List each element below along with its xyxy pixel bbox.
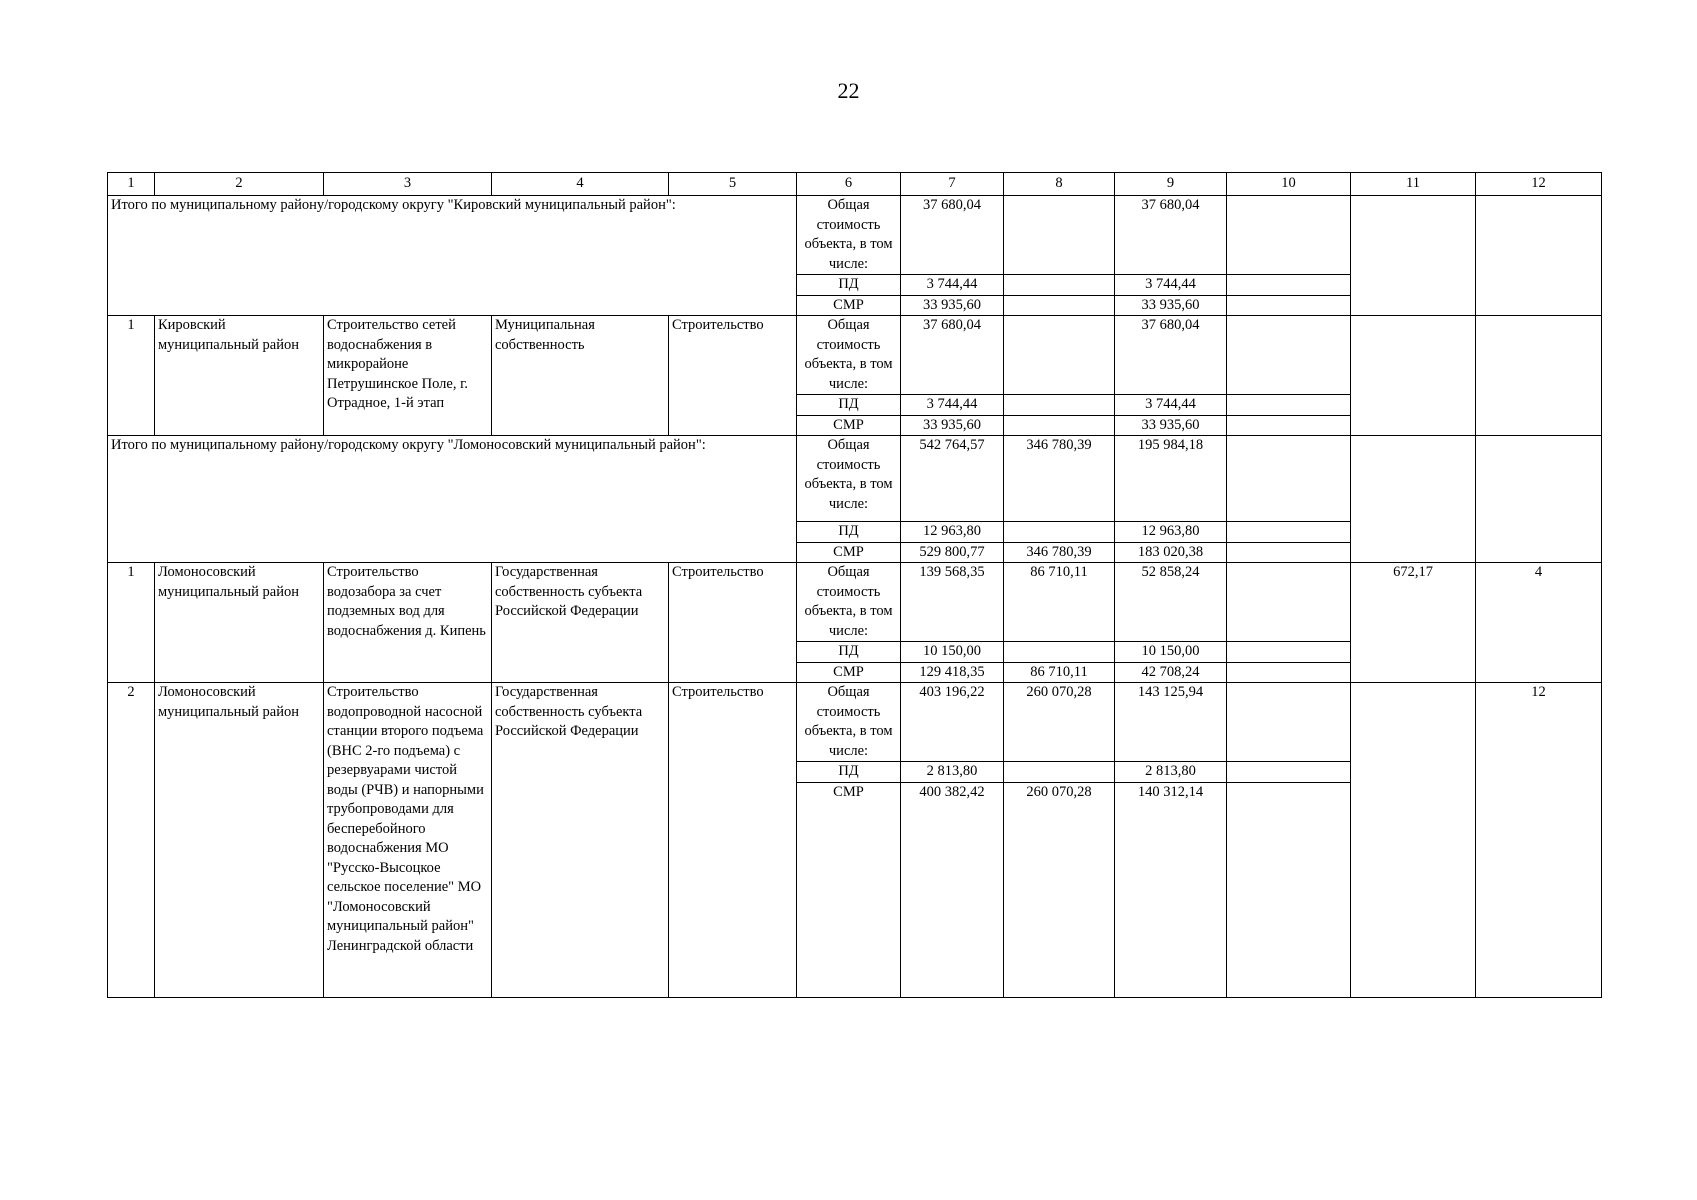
- value-col9: 37 680,04: [1115, 196, 1227, 275]
- column-header: 8: [1004, 173, 1115, 196]
- pd-label: ПД: [797, 642, 901, 663]
- item-district: Ломоносовский муниципальный район: [155, 563, 324, 683]
- value-col9: 143 125,94: [1115, 683, 1227, 762]
- cost-label: Общая стоимость объекта, в том числе:: [797, 563, 901, 642]
- value-col8: [1004, 196, 1115, 275]
- value-col10: [1227, 316, 1351, 395]
- value-col8: 346 780,39: [1004, 436, 1115, 522]
- value-col12: 12: [1476, 683, 1602, 998]
- group-total-row: [108, 196, 1602, 275]
- pd-label: ПД: [797, 395, 901, 416]
- value-col9: 33 935,60: [1115, 295, 1227, 316]
- value-col11: 672,17: [1351, 563, 1476, 683]
- value-col7: 139 568,35: [901, 563, 1004, 642]
- column-numbers-row: [108, 173, 1602, 196]
- value-col10: [1227, 662, 1351, 683]
- item-type: Строительство: [669, 316, 797, 436]
- value-col7: 10 150,00: [901, 642, 1004, 663]
- column-header: 1: [108, 173, 155, 196]
- pd-label: ПД: [797, 762, 901, 783]
- value-col10: [1227, 395, 1351, 416]
- value-col11: [1351, 316, 1476, 436]
- value-col9: 12 963,80: [1115, 522, 1227, 543]
- value-col10: [1227, 415, 1351, 436]
- value-col10: [1227, 436, 1351, 522]
- value-col12: [1476, 196, 1602, 316]
- value-col10: [1227, 782, 1351, 997]
- column-header: 3: [324, 173, 492, 196]
- value-col11: [1351, 683, 1476, 998]
- smr-label: СМР: [797, 542, 901, 563]
- group-title: Итого по муниципальному району/городскому округу "Ломоносовский муниципальный район":: [108, 436, 797, 563]
- item-district: Ломоносовский муниципальный район: [155, 683, 324, 998]
- column-header: 9: [1115, 173, 1227, 196]
- smr-label: СМР: [797, 415, 901, 436]
- item-total-row: [108, 316, 1602, 395]
- column-header: 6: [797, 173, 901, 196]
- value-col7: 33 935,60: [901, 415, 1004, 436]
- cost-label: Общая стоимость объекта, в том числе:: [797, 316, 901, 395]
- column-header: 4: [492, 173, 669, 196]
- group-total-row: [108, 436, 1602, 522]
- pd-label: ПД: [797, 275, 901, 296]
- item-ownership: Муниципальная собственность: [492, 316, 669, 436]
- value-col9: 183 020,38: [1115, 542, 1227, 563]
- value-col11: [1351, 196, 1476, 316]
- group-title: Итого по муниципальному району/городскому округу "Кировский муниципальный район":: [108, 196, 797, 316]
- column-header: 5: [669, 173, 797, 196]
- value-col9: 3 744,44: [1115, 275, 1227, 296]
- value-col9: 52 858,24: [1115, 563, 1227, 642]
- value-col8: [1004, 316, 1115, 395]
- value-col7: 33 935,60: [901, 295, 1004, 316]
- value-col10: [1227, 522, 1351, 543]
- item-total-row: [108, 683, 1602, 762]
- value-col10: [1227, 563, 1351, 642]
- value-col8: 86 710,11: [1004, 662, 1115, 683]
- value-col7: 529 800,77: [901, 542, 1004, 563]
- smr-label: СМР: [797, 782, 901, 997]
- value-col7: 3 744,44: [901, 275, 1004, 296]
- value-col9: 37 680,04: [1115, 316, 1227, 395]
- value-col10: [1227, 683, 1351, 762]
- value-col8: 346 780,39: [1004, 542, 1115, 563]
- item-total-row: [108, 563, 1602, 642]
- cost-label: Общая стоимость объекта, в том числе:: [797, 196, 901, 275]
- item-district: Кировский муниципальный район: [155, 316, 324, 436]
- investment-table: [107, 172, 1602, 998]
- value-col9: 140 312,14: [1115, 782, 1227, 997]
- value-col9: 10 150,00: [1115, 642, 1227, 663]
- value-col8: 260 070,28: [1004, 782, 1115, 997]
- page-number: 22: [837, 78, 860, 103]
- value-col8: 260 070,28: [1004, 683, 1115, 762]
- pd-label: ПД: [797, 522, 901, 543]
- smr-label: СМР: [797, 295, 901, 316]
- value-col8: [1004, 762, 1115, 783]
- column-header: 10: [1227, 173, 1351, 196]
- value-col8: [1004, 275, 1115, 296]
- column-header: 7: [901, 173, 1004, 196]
- cost-label: Общая стоимость объекта, в том числе:: [797, 683, 901, 762]
- value-col9: 42 708,24: [1115, 662, 1227, 683]
- value-col8: [1004, 295, 1115, 316]
- value-col10: [1227, 642, 1351, 663]
- value-col7: 2 813,80: [901, 762, 1004, 783]
- column-header: 11: [1351, 173, 1476, 196]
- value-col7: 129 418,35: [901, 662, 1004, 683]
- value-col7: 12 963,80: [901, 522, 1004, 543]
- smr-label: СМР: [797, 662, 901, 683]
- value-col11: [1351, 436, 1476, 563]
- value-col12: [1476, 316, 1602, 436]
- value-col10: [1227, 196, 1351, 275]
- item-number: 2: [108, 683, 155, 998]
- value-col7: 403 196,22: [901, 683, 1004, 762]
- item-type: Строительство: [669, 563, 797, 683]
- item-ownership: Государственная собственность субъекта Российской Федерации: [492, 683, 669, 998]
- column-header: 2: [155, 173, 324, 196]
- item-type: Строительство: [669, 683, 797, 998]
- value-col8: [1004, 642, 1115, 663]
- value-col10: [1227, 295, 1351, 316]
- value-col9: 2 813,80: [1115, 762, 1227, 783]
- value-col12: 4: [1476, 563, 1602, 683]
- value-col7: 400 382,42: [901, 782, 1004, 997]
- column-header: 12: [1476, 173, 1602, 196]
- value-col8: [1004, 415, 1115, 436]
- value-col10: [1227, 542, 1351, 563]
- value-col8: 86 710,11: [1004, 563, 1115, 642]
- item-ownership: Государственная собственность субъекта Российской Федерации: [492, 563, 669, 683]
- item-number: 1: [108, 316, 155, 436]
- value-col7: 542 764,57: [901, 436, 1004, 522]
- value-col7: 37 680,04: [901, 316, 1004, 395]
- value-col7: 37 680,04: [901, 196, 1004, 275]
- item-number: 1: [108, 563, 155, 683]
- value-col9: 33 935,60: [1115, 415, 1227, 436]
- value-col12: [1476, 436, 1602, 563]
- item-object: Строительство водозабора за счет подземных вод для водоснабжения д. Кипень: [324, 563, 492, 683]
- value-col10: [1227, 762, 1351, 783]
- value-col7: 3 744,44: [901, 395, 1004, 416]
- value-col9: 195 984,18: [1115, 436, 1227, 522]
- value-col8: [1004, 395, 1115, 416]
- item-object: Строительство водопроводной насосной станции второго подъема (ВНС 2-го подъема) с резервуарами чистой воды (РЧВ) и напорными трубопроводами для бесперебойного водоснабжения МО "Русско-Высоцкое сельское поселение" МО "Ломоносовский муниципальный район" Ленинградской области: [324, 683, 492, 998]
- value-col10: [1227, 275, 1351, 296]
- value-col8: [1004, 522, 1115, 543]
- value-col9: 3 744,44: [1115, 395, 1227, 416]
- cost-label: Общая стоимость объекта, в том числе:: [797, 436, 901, 522]
- item-object: Строительство сетей водоснабжения в микрорайоне Петрушинское Поле, г. Отрадное, 1-й этап: [324, 316, 492, 436]
